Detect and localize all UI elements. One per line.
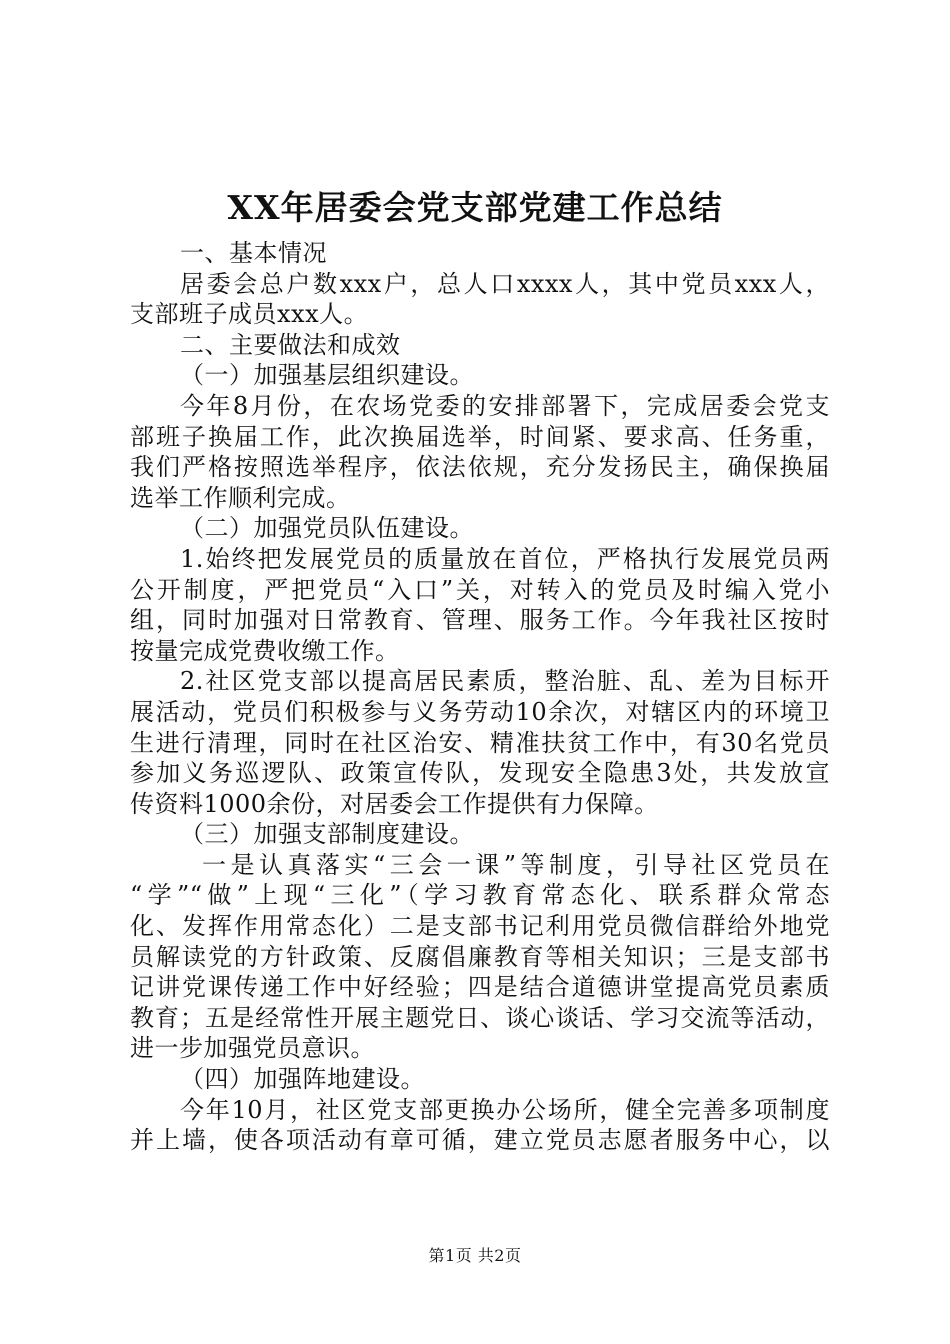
paragraph-line: 展活动，党员们积极参与义务劳动10余次，对辖区内的环境卫: [130, 697, 830, 726]
paragraph-line: 记讲党课传递工作中好经验；四是结合道德讲堂提高党员素质: [130, 973, 830, 1002]
paragraph-line: 2.社区党支部以提高居民素质，整治脏、乱、差为目标开: [180, 667, 830, 696]
paragraph-line: 参加义务巡逻队、政策宣传队，发现安全隐患3处，共发放宣: [130, 759, 830, 788]
paragraph-line: 按量完成党费收缴工作。: [130, 636, 400, 665]
paragraph-line: 公开制度，严把党员“入口”关，对转入的党员及时编入党小: [130, 575, 830, 604]
paragraph-line: 组，同时加强对日常教育、管理、服务工作。今年我社区按时: [130, 606, 830, 635]
paragraph-line: 教育；五是经常性开展主题党日、谈心谈话、学习交流等活动，: [130, 1003, 830, 1032]
paragraph-line: 1.始终把发展党员的质量放在首位，严格执行发展党员两: [180, 544, 830, 573]
paragraph-line: 我们严格按照选举程序，依法依规，充分发扬民主，确保换届: [130, 453, 830, 482]
section-heading: 二、主要做法和成效: [180, 330, 401, 359]
paragraph-line: 生进行清理，同时在社区治安、精准扶贫工作中，有30名党员: [130, 728, 830, 757]
paragraph-line: 支部班子成员xxx人。: [130, 300, 369, 329]
subsection-heading: （二）加强党员队伍建设。: [180, 514, 474, 543]
subsection-heading: （四）加强阵地建设。: [180, 1065, 425, 1094]
paragraph-line: 居委会总户数xxx户，总人口xxxx人，其中党员xxx人，: [180, 269, 830, 298]
section-heading: 一、基本情况: [180, 239, 327, 267]
paragraph-line: 部班子换届工作，此次换届选举，时间紧、要求高、任务重，: [130, 422, 830, 451]
paragraph-line: 传资料1000余份，对居委会工作提供有力保障。: [130, 789, 659, 818]
document-title: XX年居委会党支部党建工作总结: [227, 188, 723, 227]
paragraph-line: 今年8月份，在农场党委的安排部署下，完成居委会党支: [180, 391, 830, 420]
document-body: [130, 238, 830, 1156]
paragraph-line: 进一步加强党员意识。: [130, 1034, 375, 1063]
paragraph-line: “学”“做”上现“三化”（学习教育常态化、联系群众常态: [130, 881, 830, 910]
paragraph-line: 今年10月，社区党支部更换办公场所，健全完善多项制度: [180, 1095, 830, 1124]
paragraph-line: 一是认真落实“三会一课”等制度，引导社区党员在: [202, 850, 830, 879]
subsection-heading: （三）加强支部制度建设。: [180, 820, 474, 849]
paragraph-line: 并上墙，使各项活动有章可循，建立党员志愿者服务中心，以: [130, 1126, 830, 1155]
page-number-footer: 第1页 共2页: [428, 1246, 522, 1265]
paragraph-line: 选举工作顺利完成。: [130, 483, 351, 512]
paragraph-line: 员解读党的方针政策、反腐倡廉教育等相关知识；三是支部书: [130, 942, 830, 971]
paragraph-line: 化、发挥作用常态化）二是支部书记利用党员微信群给外地党: [130, 912, 830, 941]
subsection-heading: （一）加强基层组织建设。: [180, 361, 474, 390]
